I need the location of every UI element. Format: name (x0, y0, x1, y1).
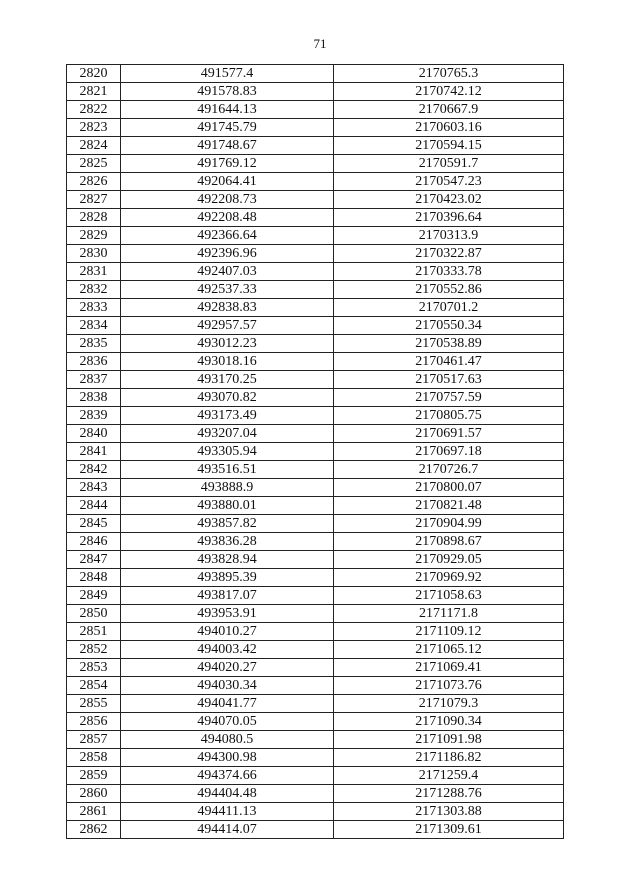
point-number-cell: 2860 (67, 785, 121, 803)
table-row (67, 101, 564, 119)
y-coordinate-cell: 2171171.8 (334, 605, 564, 623)
point-number-cell: 2829 (67, 227, 121, 245)
point-number-cell: 2825 (67, 155, 121, 173)
x-coordinate-cell: 492838.83 (121, 299, 334, 317)
x-coordinate-cell: 493857.82 (121, 515, 334, 533)
x-coordinate-cell: 492407.03 (121, 263, 334, 281)
table-row (67, 515, 564, 533)
table-row (67, 497, 564, 515)
x-coordinate-cell: 493012.23 (121, 335, 334, 353)
table-row (67, 299, 564, 317)
table-row (67, 407, 564, 425)
x-coordinate-cell: 494300.98 (121, 749, 334, 767)
table-row (67, 479, 564, 497)
point-number-cell: 2862 (67, 821, 121, 839)
y-coordinate-cell: 2170550.34 (334, 317, 564, 335)
x-coordinate-cell: 493880.01 (121, 497, 334, 515)
y-coordinate-cell: 2170929.05 (334, 551, 564, 569)
table-row (67, 803, 564, 821)
table-row (67, 335, 564, 353)
point-number-cell: 2852 (67, 641, 121, 659)
table-row (67, 209, 564, 227)
y-coordinate-cell: 2171058.63 (334, 587, 564, 605)
point-number-cell: 2836 (67, 353, 121, 371)
table-row (67, 119, 564, 137)
point-number-cell: 2854 (67, 677, 121, 695)
y-coordinate-cell: 2170517.63 (334, 371, 564, 389)
y-coordinate-cell: 2170800.07 (334, 479, 564, 497)
y-coordinate-cell: 2170313.9 (334, 227, 564, 245)
x-coordinate-cell: 493516.51 (121, 461, 334, 479)
table-row (67, 137, 564, 155)
table-row (67, 641, 564, 659)
table-row (67, 551, 564, 569)
y-coordinate-cell: 2170591.7 (334, 155, 564, 173)
x-coordinate-cell: 494414.07 (121, 821, 334, 839)
x-coordinate-cell: 493828.94 (121, 551, 334, 569)
point-number-cell: 2856 (67, 713, 121, 731)
point-number-cell: 2846 (67, 533, 121, 551)
table-row (67, 785, 564, 803)
y-coordinate-cell: 2171259.4 (334, 767, 564, 785)
point-number-cell: 2859 (67, 767, 121, 785)
point-number-cell: 2828 (67, 209, 121, 227)
y-coordinate-cell: 2170552.86 (334, 281, 564, 299)
coordinates-table-body (67, 65, 564, 839)
point-number-cell: 2848 (67, 569, 121, 587)
point-number-cell: 2835 (67, 335, 121, 353)
point-number-cell: 2830 (67, 245, 121, 263)
x-coordinate-cell: 493888.9 (121, 479, 334, 497)
point-number-cell: 2827 (67, 191, 121, 209)
point-number-cell: 2845 (67, 515, 121, 533)
x-coordinate-cell: 494080.5 (121, 731, 334, 749)
x-coordinate-cell: 493173.49 (121, 407, 334, 425)
y-coordinate-cell: 2170538.89 (334, 335, 564, 353)
y-coordinate-cell: 2170821.48 (334, 497, 564, 515)
y-coordinate-cell: 2171079.3 (334, 695, 564, 713)
y-coordinate-cell: 2170701.2 (334, 299, 564, 317)
y-coordinate-cell: 2171186.82 (334, 749, 564, 767)
point-number-cell: 2851 (67, 623, 121, 641)
y-coordinate-cell: 2170969.92 (334, 569, 564, 587)
table-row (67, 65, 564, 83)
x-coordinate-cell: 491748.67 (121, 137, 334, 155)
table-row (67, 677, 564, 695)
table-row (67, 155, 564, 173)
y-coordinate-cell: 2171109.12 (334, 623, 564, 641)
point-number-cell: 2826 (67, 173, 121, 191)
table-row (67, 281, 564, 299)
y-coordinate-cell: 2170667.9 (334, 101, 564, 119)
x-coordinate-cell: 493836.28 (121, 533, 334, 551)
x-coordinate-cell: 494030.34 (121, 677, 334, 695)
y-coordinate-cell: 2171303.88 (334, 803, 564, 821)
table-row (67, 173, 564, 191)
x-coordinate-cell: 494404.48 (121, 785, 334, 803)
table-row (67, 749, 564, 767)
y-coordinate-cell: 2170765.3 (334, 65, 564, 83)
y-coordinate-cell: 2170547.23 (334, 173, 564, 191)
table-row (67, 713, 564, 731)
point-number-cell: 2844 (67, 497, 121, 515)
point-number-cell: 2821 (67, 83, 121, 101)
x-coordinate-cell: 491578.83 (121, 83, 334, 101)
x-coordinate-cell: 492396.96 (121, 245, 334, 263)
point-number-cell: 2841 (67, 443, 121, 461)
x-coordinate-cell: 494010.27 (121, 623, 334, 641)
point-number-cell: 2839 (67, 407, 121, 425)
table-row (67, 587, 564, 605)
y-coordinate-cell: 2171073.76 (334, 677, 564, 695)
point-number-cell: 2857 (67, 731, 121, 749)
x-coordinate-cell: 493305.94 (121, 443, 334, 461)
y-coordinate-cell: 2171090.34 (334, 713, 564, 731)
y-coordinate-cell: 2171069.41 (334, 659, 564, 677)
table-row (67, 353, 564, 371)
y-coordinate-cell: 2170904.99 (334, 515, 564, 533)
table-row (67, 695, 564, 713)
y-coordinate-cell: 2171288.76 (334, 785, 564, 803)
x-coordinate-cell: 492064.41 (121, 173, 334, 191)
x-coordinate-cell: 494070.05 (121, 713, 334, 731)
x-coordinate-cell: 493018.16 (121, 353, 334, 371)
table-row (67, 569, 564, 587)
point-number-cell: 2842 (67, 461, 121, 479)
point-number-cell: 2849 (67, 587, 121, 605)
y-coordinate-cell: 2170396.64 (334, 209, 564, 227)
point-number-cell: 2853 (67, 659, 121, 677)
point-number-cell: 2823 (67, 119, 121, 137)
table-row (67, 389, 564, 407)
x-coordinate-cell: 494411.13 (121, 803, 334, 821)
y-coordinate-cell: 2170461.47 (334, 353, 564, 371)
y-coordinate-cell: 2170726.7 (334, 461, 564, 479)
point-number-cell: 2824 (67, 137, 121, 155)
table-row (67, 605, 564, 623)
point-number-cell: 2855 (67, 695, 121, 713)
x-coordinate-cell: 493207.04 (121, 425, 334, 443)
x-coordinate-cell: 494374.66 (121, 767, 334, 785)
table-row (67, 245, 564, 263)
y-coordinate-cell: 2170423.02 (334, 191, 564, 209)
x-coordinate-cell: 491769.12 (121, 155, 334, 173)
point-number-cell: 2840 (67, 425, 121, 443)
table-row (67, 443, 564, 461)
table-row (67, 461, 564, 479)
x-coordinate-cell: 492208.48 (121, 209, 334, 227)
x-coordinate-cell: 494003.42 (121, 641, 334, 659)
point-number-cell: 2847 (67, 551, 121, 569)
y-coordinate-cell: 2170594.15 (334, 137, 564, 155)
table-row (67, 227, 564, 245)
table-row (67, 659, 564, 677)
y-coordinate-cell: 2170691.57 (334, 425, 564, 443)
x-coordinate-cell: 492537.33 (121, 281, 334, 299)
point-number-cell: 2850 (67, 605, 121, 623)
table-row (67, 425, 564, 443)
point-number-cell: 2838 (67, 389, 121, 407)
point-number-cell: 2833 (67, 299, 121, 317)
y-coordinate-cell: 2171309.61 (334, 821, 564, 839)
y-coordinate-cell: 2170333.78 (334, 263, 564, 281)
table-row (67, 191, 564, 209)
x-coordinate-cell: 492957.57 (121, 317, 334, 335)
table-row (67, 371, 564, 389)
point-number-cell: 2843 (67, 479, 121, 497)
x-coordinate-cell: 493170.25 (121, 371, 334, 389)
coordinates-table (66, 64, 564, 839)
x-coordinate-cell: 491745.79 (121, 119, 334, 137)
y-coordinate-cell: 2171065.12 (334, 641, 564, 659)
y-coordinate-cell: 2170603.16 (334, 119, 564, 137)
y-coordinate-cell: 2170898.67 (334, 533, 564, 551)
point-number-cell: 2837 (67, 371, 121, 389)
point-number-cell: 2834 (67, 317, 121, 335)
x-coordinate-cell: 494041.77 (121, 695, 334, 713)
point-number-cell: 2820 (67, 65, 121, 83)
x-coordinate-cell: 493895.39 (121, 569, 334, 587)
y-coordinate-cell: 2170757.59 (334, 389, 564, 407)
table-row (67, 767, 564, 785)
y-coordinate-cell: 2170697.18 (334, 443, 564, 461)
x-coordinate-cell: 492208.73 (121, 191, 334, 209)
table-row (67, 533, 564, 551)
y-coordinate-cell: 2170805.75 (334, 407, 564, 425)
x-coordinate-cell: 494020.27 (121, 659, 334, 677)
x-coordinate-cell: 491577.4 (121, 65, 334, 83)
point-number-cell: 2822 (67, 101, 121, 119)
table-row (67, 317, 564, 335)
x-coordinate-cell: 492366.64 (121, 227, 334, 245)
x-coordinate-cell: 493070.82 (121, 389, 334, 407)
point-number-cell: 2858 (67, 749, 121, 767)
table-row (67, 821, 564, 839)
table-row (67, 623, 564, 641)
y-coordinate-cell: 2170322.87 (334, 245, 564, 263)
point-number-cell: 2831 (67, 263, 121, 281)
y-coordinate-cell: 2171091.98 (334, 731, 564, 749)
point-number-cell: 2861 (67, 803, 121, 821)
x-coordinate-cell: 493817.07 (121, 587, 334, 605)
point-number-cell: 2832 (67, 281, 121, 299)
table-row (67, 263, 564, 281)
table-row (67, 83, 564, 101)
x-coordinate-cell: 493953.91 (121, 605, 334, 623)
page-number: 71 (313, 36, 327, 51)
y-coordinate-cell: 2170742.12 (334, 83, 564, 101)
table-row (67, 731, 564, 749)
x-coordinate-cell: 491644.13 (121, 101, 334, 119)
